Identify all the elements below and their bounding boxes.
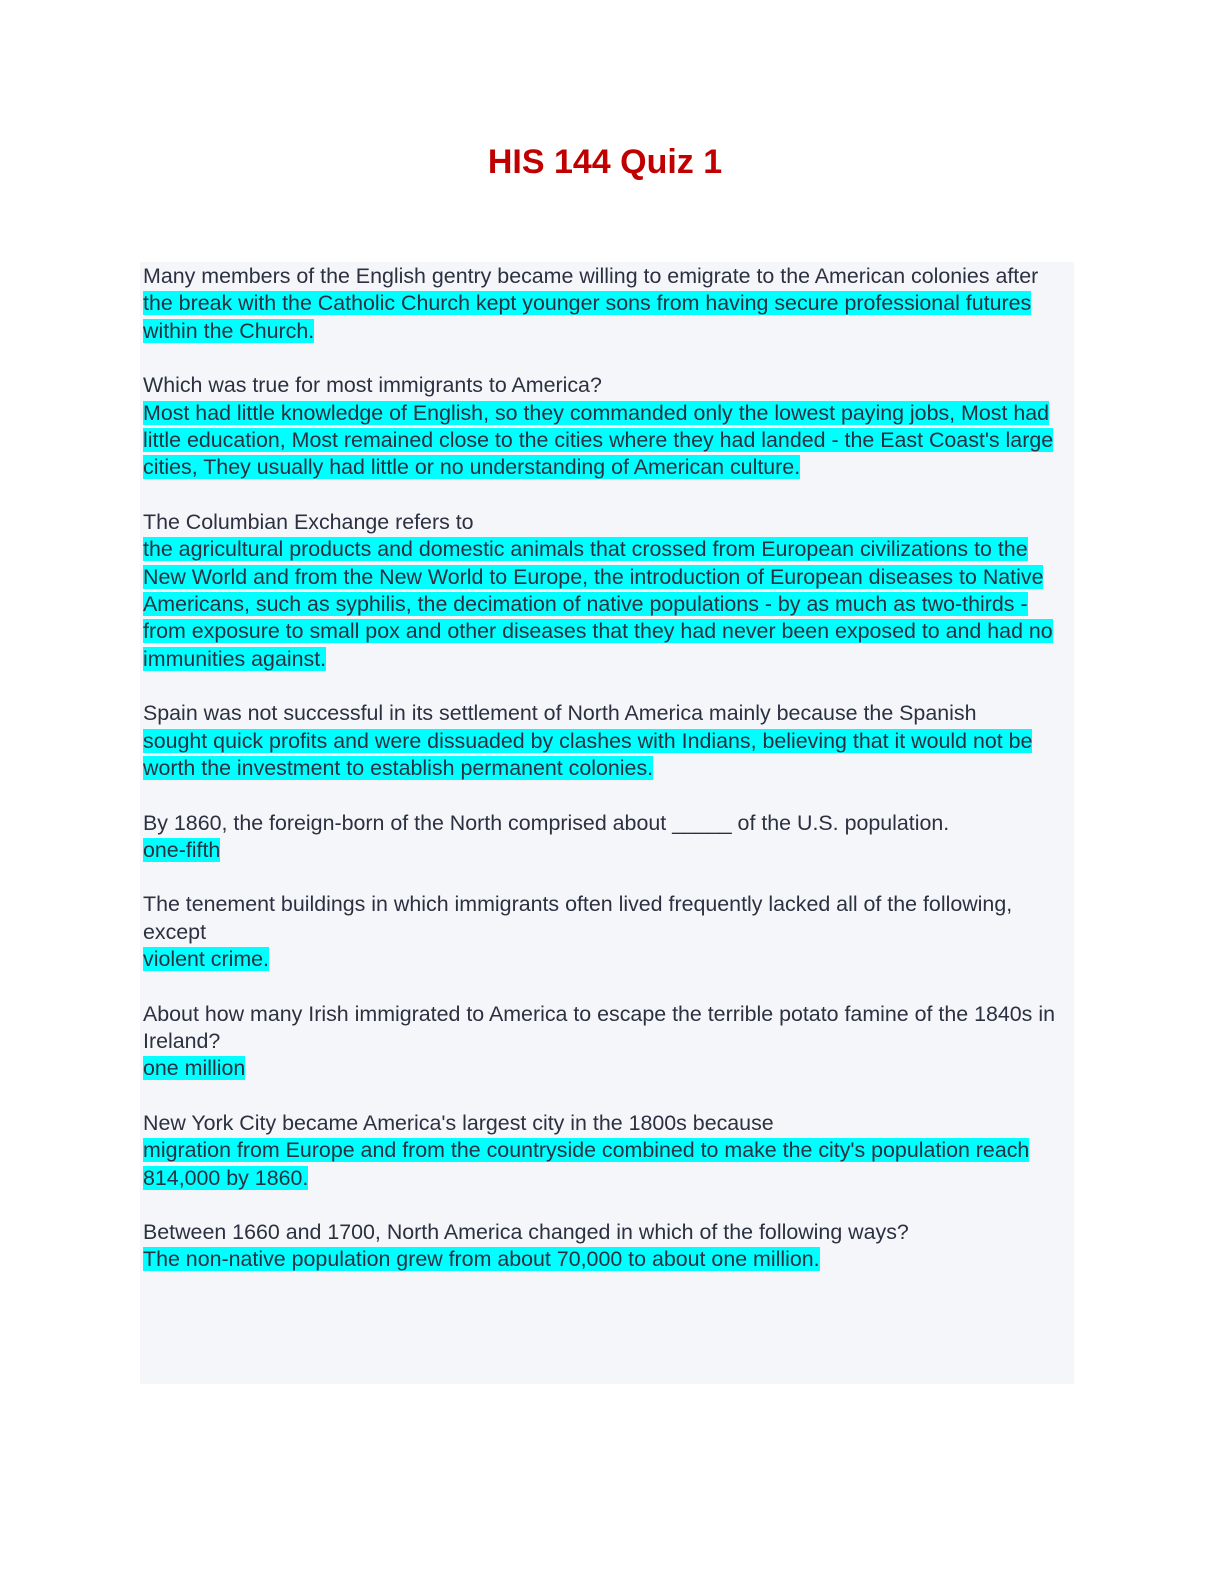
answer-highlight: The non-native population grew from about 70,000 to about one million. [143,1247,820,1272]
question-text: The Columbian Exchange refers to [143,509,474,534]
answer-highlight: one-fifth [143,837,221,862]
answer-highlight: violent crime. [143,947,270,972]
question-text: Which was true for most immigrants to America? [143,373,602,398]
question-text: Many members of the English gentry became willing to emigrate to the American colonies after [143,264,1039,288]
answer-highlight: one million [143,1056,246,1081]
question-text: Between 1660 and 1700, North America changed in which of the following ways? [143,1219,909,1244]
question-text: About how many Irish immigrated to America to escape the terrible potato famine of the 1840s in Ireland? [143,1001,1055,1053]
quiz-item [143,1001,1074,1083]
answer-highlight: sought quick profits and were dissuaded by clashes with Indians, believing that it would not be worth the investment to establish permanent colonies. [143,728,1033,781]
quiz-item [143,509,1074,673]
answer-highlight: Most had little knowledge of English, so they commanded only the lowest paying jobs, Most had little education, Most remained close to the cities where they had landed - the East Coast's large cities, They usually had little or no understanding of American culture. [143,400,1054,480]
answer-highlight: the agricultural products and domestic animals that crossed from European civilizations to the New World and from the New World to Europe, the introduction of European diseases to Native Americans, such as syphilis, the decimation of native populations - by as much as two-thirds - from exposure to small pox and other diseases that they had never been exposed to and had no immunities against. [143,537,1053,671]
question-text: By 1860, the foreign-born of the North comprised about _____ of the U.S. population. [143,810,950,835]
quiz-content [140,262,1074,1384]
quiz-item [143,1110,1074,1192]
quiz-item [143,263,1074,345]
question-text: The tenement buildings in which immigrants often lived frequently lacked all of the following, except [143,892,1013,944]
answer-highlight: migration from Europe and from the countryside combined to make the city's population reach 814,000 by 1860. [143,1138,1030,1190]
answer-highlight: the break with the Catholic Church kept younger sons from having secure professional futures within the Church. [143,291,1032,343]
quiz-item [143,891,1074,973]
page-title: HIS 144 Quiz 1 [487,143,723,181]
quiz-item [143,700,1074,782]
quiz-item [143,372,1074,482]
quiz-item [143,810,1074,865]
quiz-item [143,1219,1074,1274]
question-text: New York City became America's largest city in the 1800s because [143,1110,774,1135]
question-text: Spain was not successful in its settlement of North America mainly because the Spanish [143,701,977,726]
